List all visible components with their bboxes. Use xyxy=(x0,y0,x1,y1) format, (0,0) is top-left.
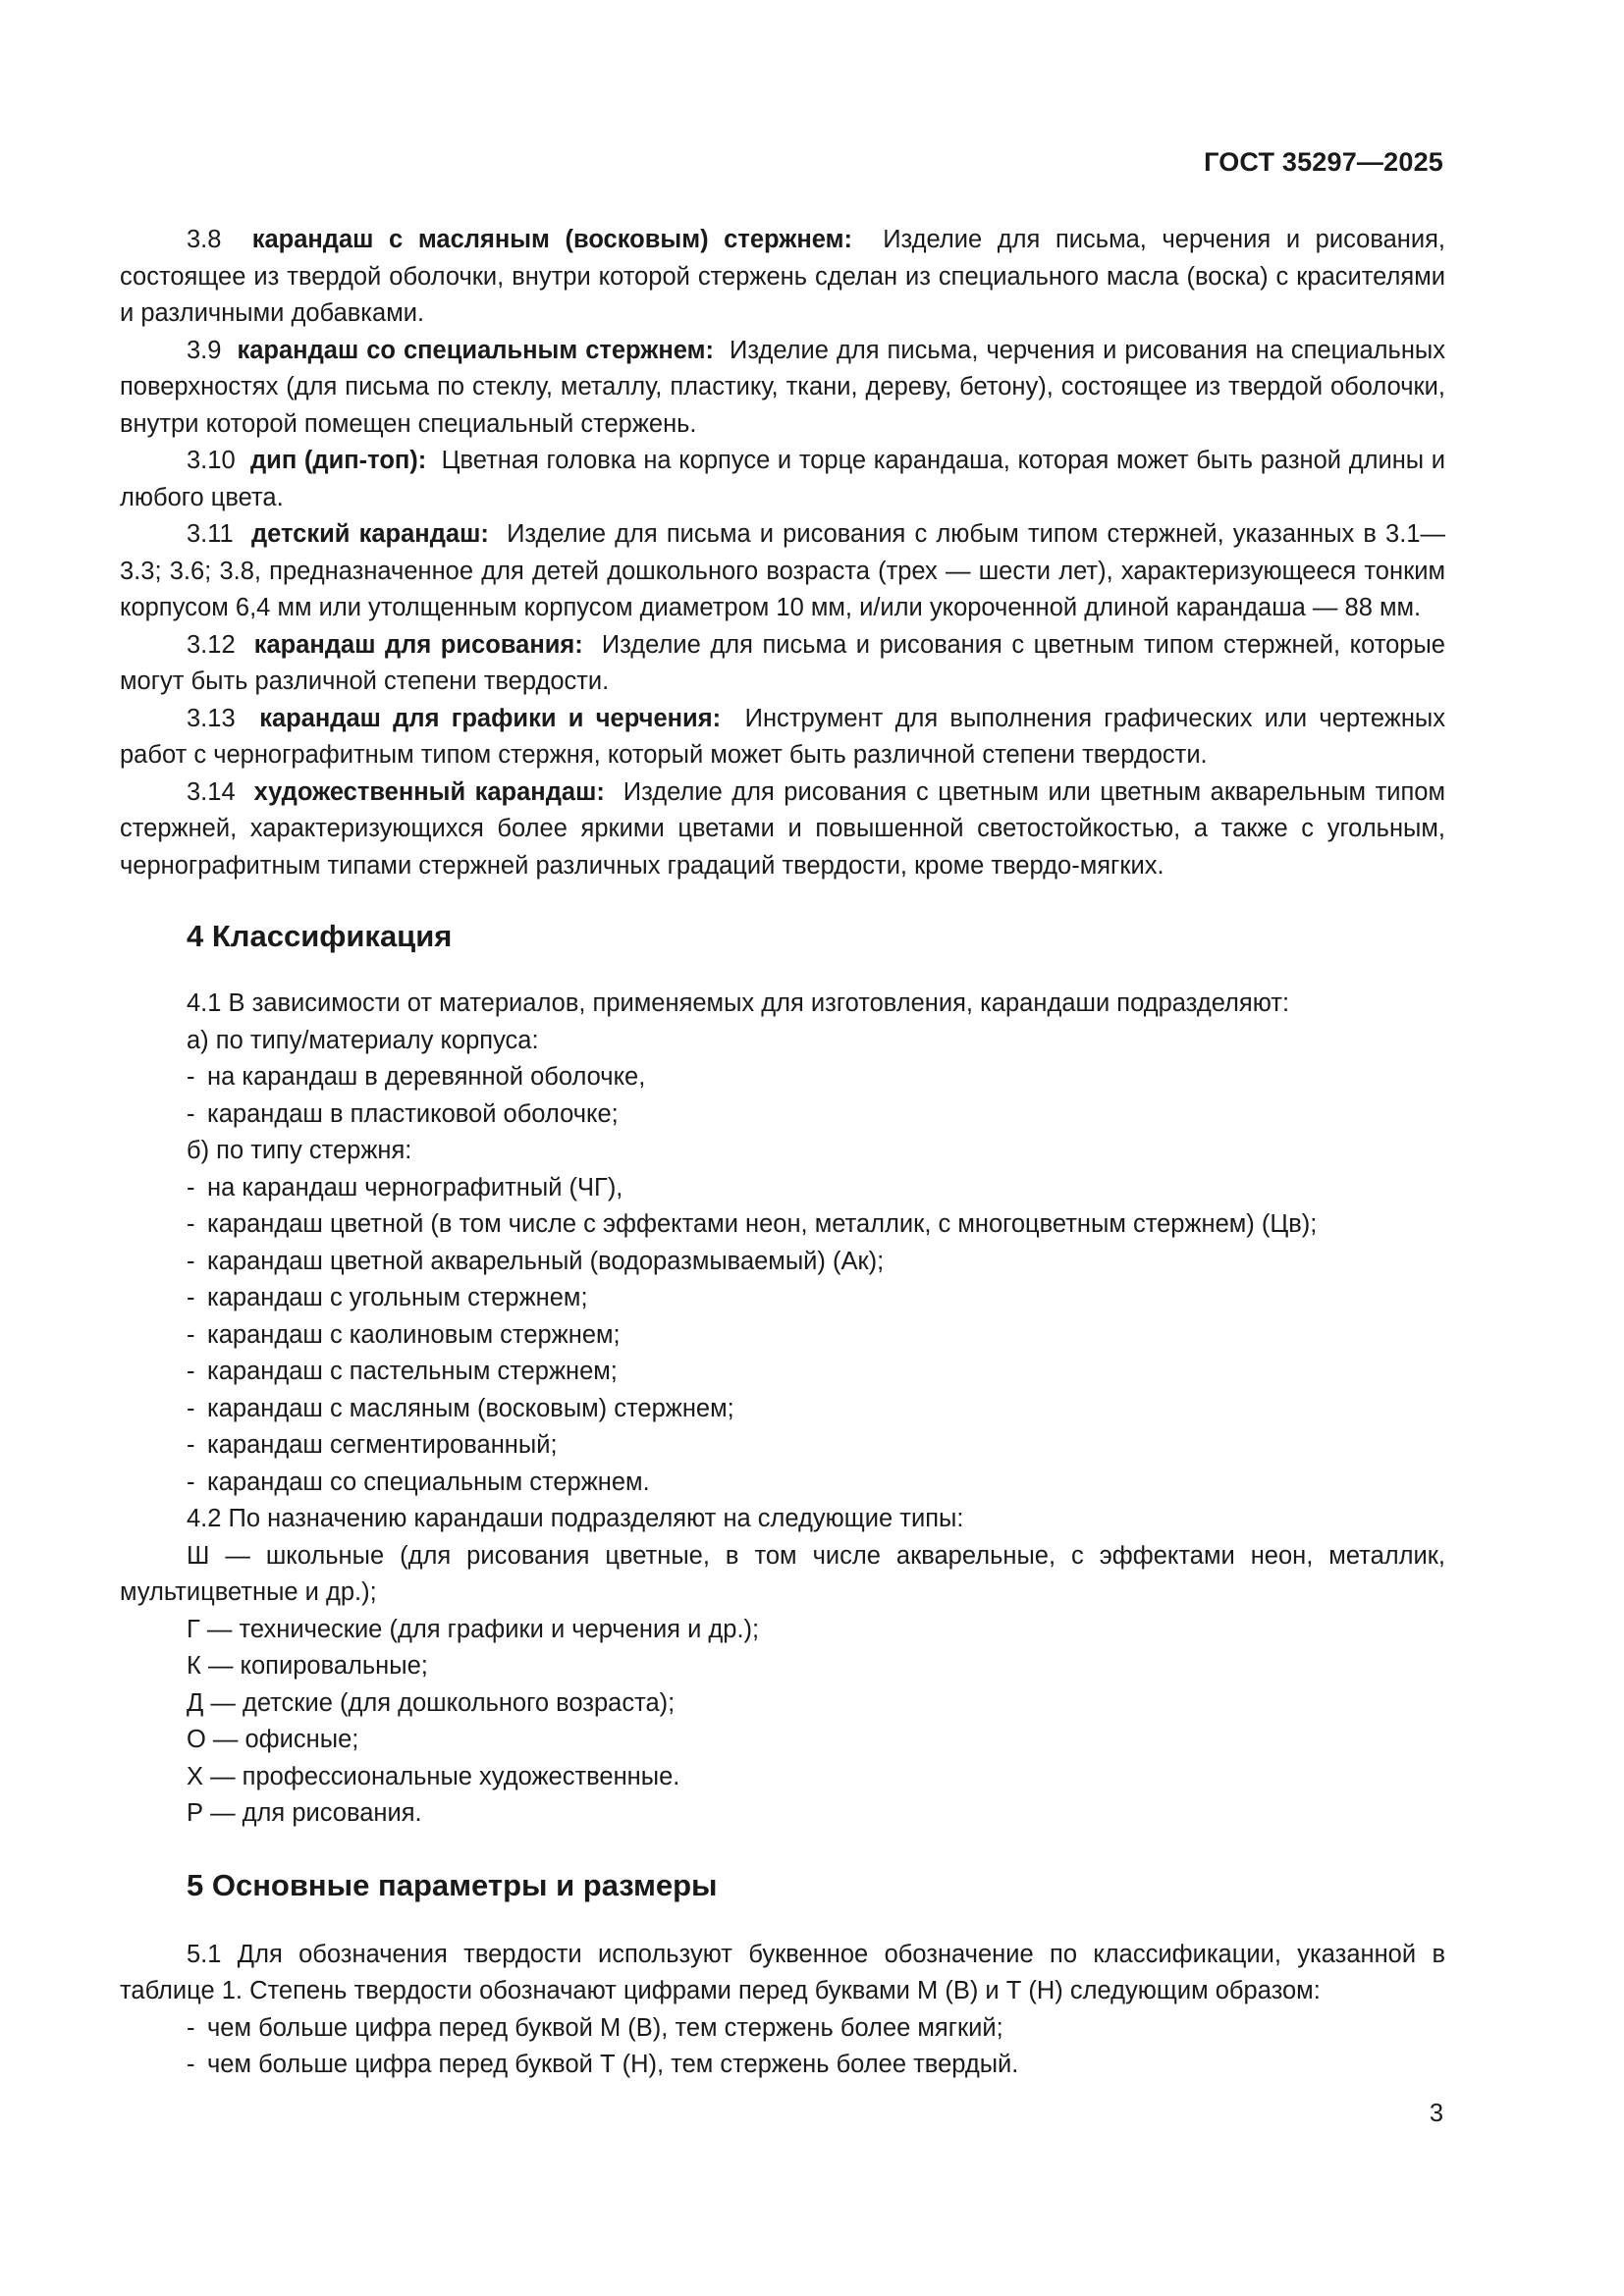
term: карандаш с масляным (восковым) стержнем: xyxy=(251,226,852,253)
list-item: - чем больше цифра перед буквой Т (Н), тем стержень более твердый. xyxy=(187,2051,1019,2078)
type-item: О — офисные; xyxy=(187,1726,359,1753)
definition-3-12 xyxy=(120,627,1445,701)
list-item: - карандаш со специальным стержнем. xyxy=(187,1468,650,1496)
term: детский карандаш: xyxy=(251,520,489,548)
clause-5-1: 5.1 Для обозначения твердости используют буквенное обозначение по классификации, указанной в таблице 1. Степень твердости обозначают цифрами перед буквами М (В) и Т (Н) следующим образом: xyxy=(120,1940,1445,2004)
term: карандаш для графики и черчения: xyxy=(259,704,722,732)
clause-number: 3.12 xyxy=(187,630,236,659)
type-item: Ш — школьные (для рисования цветные, в том числе акварельные, с эффектами неон, металлик, мультицветные и др.); xyxy=(120,1541,1445,1606)
list-item: - карандаш с масляным (восковым) стержнем; xyxy=(187,1394,734,1422)
definition-3-10 xyxy=(120,443,1445,516)
group-a-list xyxy=(120,1059,1445,1133)
definition-text: Изделие для рисования с цветным или цветным акварельным типом стержней, характеризующихся более яркими цветами и повышенной светостойкостью, а также с угольным, чернографитным типами стержней различных градаций твердости, кроме твердо-мягких. xyxy=(120,777,1446,880)
list-item: - карандаш с каолиновым стержнем; xyxy=(187,1320,621,1349)
term: карандаш со специальным стержнем: xyxy=(237,336,714,364)
definition-3-14 xyxy=(120,774,1445,885)
group-b-label: б) по типу стержня: xyxy=(187,1137,412,1164)
clause-number: 3.8 xyxy=(187,226,222,253)
document-number: ГОСТ 35297—2025 xyxy=(1204,147,1443,177)
list-item: - карандаш цветной акварельный (водоразмываемый) (Ак); xyxy=(187,1247,885,1275)
clause-number: 3.11 xyxy=(187,520,234,548)
list-item: - карандаш сегментированный; xyxy=(187,1431,558,1459)
clause-number: 3.10 xyxy=(187,447,236,474)
definition-3-13 xyxy=(120,701,1445,774)
page-number: 3 xyxy=(1429,2100,1443,2127)
definition-text: Изделие для письма, черчения и рисования на специальных поверхностях (для письма по стеклу, металлу, пластику, ткани, дереву, бетону), состоящее из твердой оболочки, внутри которой помещен специальный стержень. xyxy=(120,336,1446,438)
group-a-label: а) по типу/материалу корпуса: xyxy=(187,1026,539,1054)
clause-4-2: 4.2 По назначению карандаши подразделяют на следующие типы: xyxy=(187,1505,964,1532)
page-content xyxy=(120,222,1445,2084)
list-item: - карандаш в пластиковой оболочке; xyxy=(187,1099,619,1128)
definition-text: Инструмент для выполнения графических или чертежных работ с чернографитным типом стержня, который может быть различной степени твердости. xyxy=(120,704,1446,769)
clause-number: 3.14 xyxy=(187,777,236,806)
group-b-list xyxy=(120,1170,1445,1502)
section-heading-parameters: 5 Основные параметры и размеры xyxy=(187,1867,718,1902)
clause-number: 3.9 xyxy=(187,336,222,364)
list-item: - на карандаш чернографитный (ЧГ), xyxy=(187,1173,623,1201)
definition-text: Изделие для письма, черчения и рисования, состоящее из твердой оболочки, внутри которой стержень сделан из специального масла (воска) с красителями и различными добавками. xyxy=(120,226,1445,327)
term: дип (дип-топ): xyxy=(249,447,427,474)
type-item: Х — профессиональные художественные. xyxy=(187,1762,680,1790)
definition-3-11 xyxy=(120,516,1445,627)
definition-text: Цветная головка на корпусе и торце карандаша, которая может быть разной длины и любого цвета. xyxy=(120,447,1446,511)
clause-4-1: 4.1 В зависимости от материалов, применяемых для изготовления, карандаши подразделяют: xyxy=(187,989,1290,1017)
definition-text: Изделие для письма и рисования с цветным типом стержней, которые могут быть различной степени твердости. xyxy=(120,630,1445,695)
list-item: - карандаш с пастельным стержнем; xyxy=(187,1358,618,1385)
list-item: - на карандаш в деревянной оболочке, xyxy=(187,1063,646,1091)
definition-3-8 xyxy=(120,222,1445,333)
type-item: Г — технические (для графики и черчения и др.); xyxy=(187,1615,760,1643)
term: художественный карандаш: xyxy=(253,777,605,806)
list-item: - карандаш цветной (в том числе с эффектами неон, металлик, с многоцветным стержнем) (Цв); xyxy=(187,1210,1318,1238)
definition-text: Изделие для письма и рисования с любым типом стержней, указанных в 3.1—3.3; 3.6; 3.8, предназначенное для детей дошкольного возраста (трех — шести лет), характеризующееся тонким корпусом 6,4 мм или утолщенным корпусом диаметром 10 мм, и/или укороченной длиной карандаша — 88 мм. xyxy=(120,520,1446,621)
type-item: Д — детские (для дошкольного возраста); xyxy=(187,1688,676,1717)
list-item: - карандаш с угольным стержнем; xyxy=(187,1284,588,1311)
type-item: К — копировальные; xyxy=(187,1652,428,1680)
section-heading-classification: 4 Классификация xyxy=(187,919,453,953)
definition-3-9 xyxy=(120,333,1445,444)
type-item: Р — для рисования. xyxy=(187,1799,422,1827)
list-item: - чем больше цифра перед буквой М (В), тем стержень более мягкий; xyxy=(187,2013,1003,2042)
term: карандаш для рисования: xyxy=(253,630,583,659)
clause-number: 3.13 xyxy=(187,704,236,732)
